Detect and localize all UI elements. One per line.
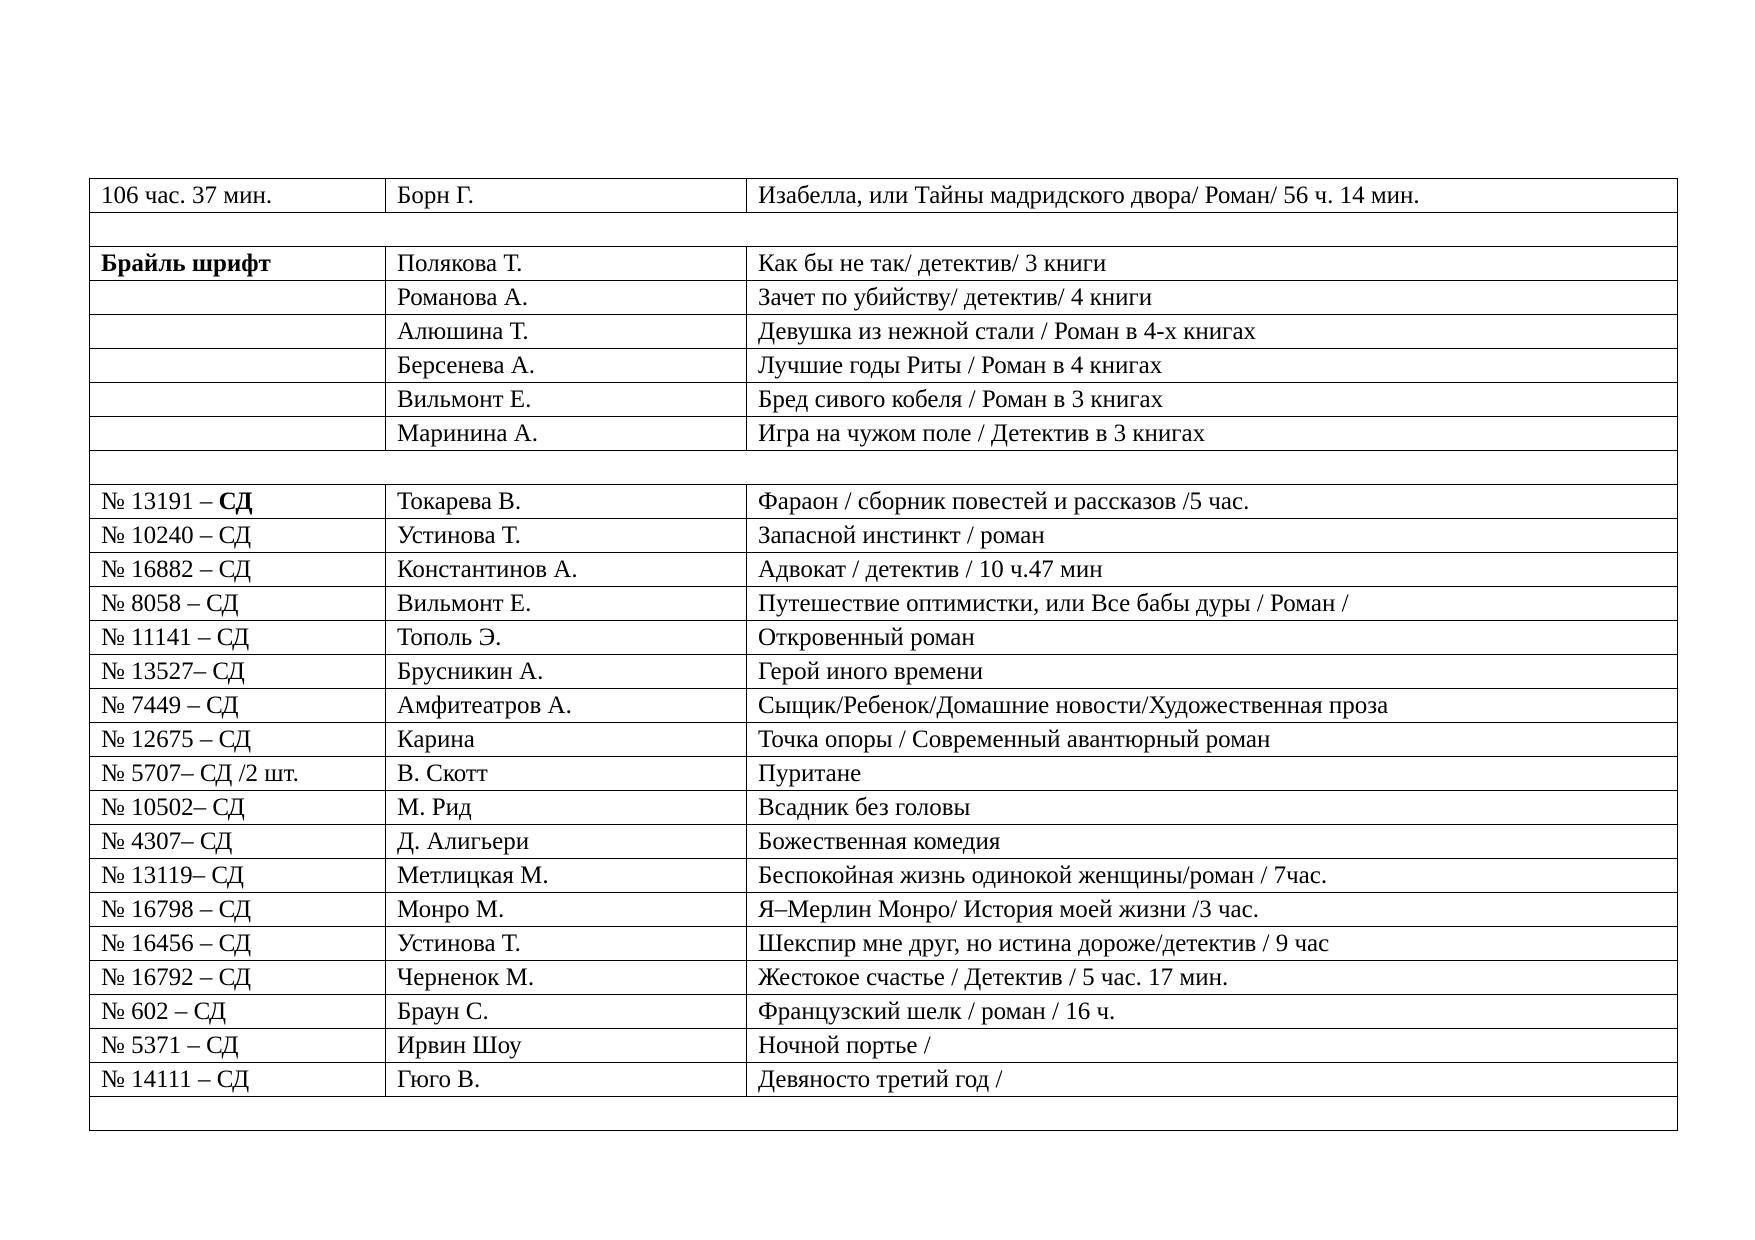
title-cell: Как бы не так/ детектив/ 3 книги	[747, 247, 1678, 281]
title-cell: Девушка из нежной стали / Роман в 4-х книгах	[747, 315, 1678, 349]
table-row	[90, 553, 1678, 587]
empty-row	[90, 213, 1678, 247]
code-cell: № 4307– СД	[90, 825, 386, 859]
title-cell: Игра на чужом поле / Детектив в 3 книгах	[747, 417, 1678, 451]
table-row	[90, 723, 1678, 757]
title-cell: Божественная комедия	[747, 825, 1678, 859]
code-cell: № 13527– СД	[90, 655, 386, 689]
title-cell: Путешествие оптимистки, или Все бабы дуры / Роман /	[747, 587, 1678, 621]
author-cell: Гюго В.	[386, 1063, 747, 1097]
code-cell: № 10240 – СД	[90, 519, 386, 553]
author-cell: Д. Алигьери	[386, 825, 747, 859]
code-cell: № 16792 – СД	[90, 961, 386, 995]
table-row	[90, 961, 1678, 995]
author-cell: Монро М.	[386, 893, 747, 927]
author-cell: В. Скотт	[386, 757, 747, 791]
title-cell: Бред сивого кобеля / Роман в 3 книгах	[747, 383, 1678, 417]
catalog-table	[89, 178, 1678, 1131]
author-cell: Вильмонт Е.	[386, 587, 747, 621]
title-cell: Всадник без головы	[747, 791, 1678, 825]
table-row	[90, 995, 1678, 1029]
empty-row	[90, 451, 1678, 485]
title-cell: Жестокое счастье / Детектив / 5 час. 17 мин.	[747, 961, 1678, 995]
code-cell: № 14111 – СД	[90, 1063, 386, 1097]
title-cell: Пуритане	[747, 757, 1678, 791]
title-cell: Точка опоры / Современный авантюрный роман	[747, 723, 1678, 757]
author-cell: Черненок М.	[386, 961, 747, 995]
author-cell: Метлицкая М.	[386, 859, 747, 893]
table-row	[90, 315, 1678, 349]
table-row	[90, 655, 1678, 689]
author-cell: Браун С.	[386, 995, 747, 1029]
code-cell: № 13119– СД	[90, 859, 386, 893]
code-number: № 13191 –	[101, 488, 219, 515]
section-label-braille: Брайль шрифт	[90, 247, 386, 281]
title-cell: Запасной инстинкт / роман	[747, 519, 1678, 553]
code-cell: № 602 – СД	[90, 995, 386, 1029]
table-row	[90, 893, 1678, 927]
table-row	[90, 927, 1678, 961]
table-row	[90, 689, 1678, 723]
table-row	[90, 621, 1678, 655]
table-row	[90, 1029, 1678, 1063]
table-row	[90, 825, 1678, 859]
code-cell: № 16882 – СД	[90, 553, 386, 587]
table-row	[90, 519, 1678, 553]
code-cell: № 10502– СД	[90, 791, 386, 825]
code-cell	[90, 417, 386, 451]
code-cell: № 5371 – СД	[90, 1029, 386, 1063]
author-cell: Маринина А.	[386, 417, 747, 451]
title-cell: Шекспир мне друг, но истина дороже/детектив / 9 час	[747, 927, 1678, 961]
title-cell: Я–Мерлин Монро/ История моей жизни /3 час.	[747, 893, 1678, 927]
author-cell: Токарева В.	[386, 485, 747, 519]
title-cell: Герой иного времени	[747, 655, 1678, 689]
table-row	[90, 281, 1678, 315]
author-cell: Карина	[386, 723, 747, 757]
title-cell: Девяносто третий год /	[747, 1063, 1678, 1097]
title-cell: Беспокойная жизнь одинокой женщины/роман / 7час.	[747, 859, 1678, 893]
table-row	[90, 383, 1678, 417]
author-cell: Устинова Т.	[386, 519, 747, 553]
code-cell: № 5707– СД /2 шт.	[90, 757, 386, 791]
author-cell: М. Рид	[386, 791, 747, 825]
table-row	[90, 859, 1678, 893]
table-row	[90, 247, 1678, 281]
author-cell: Борн Г.	[386, 179, 747, 213]
author-cell: Амфитеатров А.	[386, 689, 747, 723]
code-cell: № 16456 – СД	[90, 927, 386, 961]
author-cell: Брусникин А.	[386, 655, 747, 689]
empty-row	[90, 1097, 1678, 1131]
table-row	[90, 417, 1678, 451]
title-cell: Французский шелк / роман / 16 ч.	[747, 995, 1678, 1029]
code-cell	[90, 383, 386, 417]
code-cell: № 8058 – СД	[90, 587, 386, 621]
code-cell: № 11141 – СД	[90, 621, 386, 655]
code-cell: № 12675 – СД	[90, 723, 386, 757]
title-cell: Адвокат / детектив / 10 ч.47 мин	[747, 553, 1678, 587]
author-cell: Вильмонт Е.	[386, 383, 747, 417]
table-row	[90, 587, 1678, 621]
table-row	[90, 1063, 1678, 1097]
table-row	[90, 179, 1678, 213]
author-cell: Романова А.	[386, 281, 747, 315]
author-cell: Ирвин Шоу	[386, 1029, 747, 1063]
author-cell: Устинова Т.	[386, 927, 747, 961]
empty-cell	[90, 213, 1678, 247]
author-cell: Полякова Т.	[386, 247, 747, 281]
table-row	[90, 757, 1678, 791]
title-cell: Откровенный роман	[747, 621, 1678, 655]
code-cell: № 16798 – СД	[90, 893, 386, 927]
code-cell	[90, 485, 386, 519]
code-cell: 106 час. 37 мин.	[90, 179, 386, 213]
author-cell: Берсенева А.	[386, 349, 747, 383]
title-cell: Зачет по убийству/ детектив/ 4 книги	[747, 281, 1678, 315]
title-cell: Фараон / сборник повестей и рассказов /5 час.	[747, 485, 1678, 519]
table-row	[90, 791, 1678, 825]
author-cell: Тополь Э.	[386, 621, 747, 655]
title-cell: Сыщик/Ребенок/Домашние новости/Художественная проза	[747, 689, 1678, 723]
code-cell: № 7449 – СД	[90, 689, 386, 723]
empty-cell	[90, 451, 1678, 485]
title-cell: Ночной портье /	[747, 1029, 1678, 1063]
code-cd-label: СД	[218, 488, 253, 515]
table-row	[90, 349, 1678, 383]
code-cell	[90, 315, 386, 349]
title-cell: Изабелла, или Тайны мадридского двора/ Роман/ 56 ч. 14 мин.	[747, 179, 1678, 213]
empty-cell	[90, 1097, 1678, 1131]
code-cell	[90, 349, 386, 383]
author-cell: Константинов А.	[386, 553, 747, 587]
author-cell: Алюшина Т.	[386, 315, 747, 349]
code-cell	[90, 281, 386, 315]
title-cell: Лучшие годы Риты / Роман в 4 книгах	[747, 349, 1678, 383]
table-row	[90, 485, 1678, 519]
